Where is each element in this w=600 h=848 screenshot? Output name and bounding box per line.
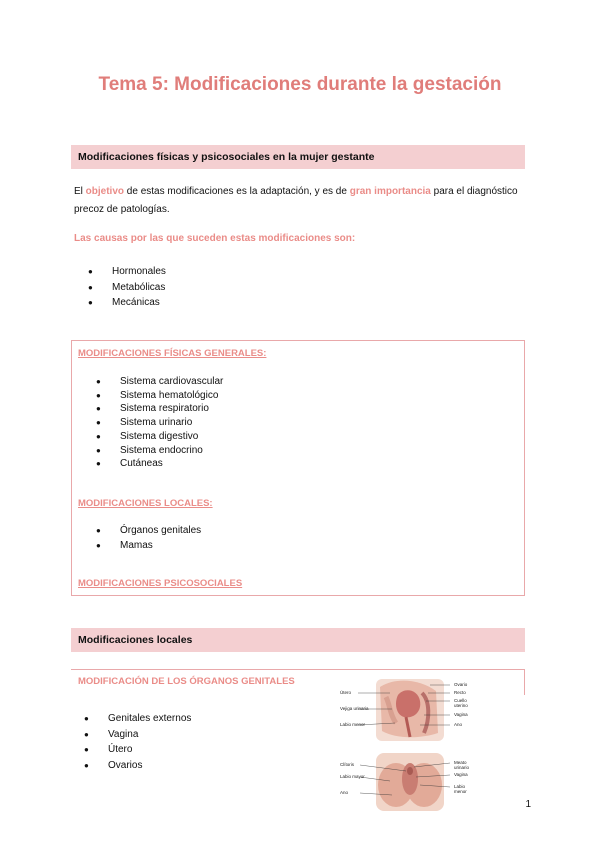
intro-text-2: de estas modificaciones es la adaptación, y es de — [124, 186, 350, 197]
intro-highlight-importancia: gran importancia — [349, 186, 431, 197]
list-item: ● Cutáneas — [96, 457, 223, 471]
page-number: 1 — [525, 799, 531, 810]
intro-text-3: para el diagnóstico — [430, 186, 518, 197]
figure-label: Ano — [454, 722, 463, 727]
list-item: ● Sistema digestivo — [96, 430, 223, 444]
intro-paragraph — [74, 183, 524, 219]
list-item: ● Sistema urinario — [96, 416, 223, 430]
figure-label: Ovario — [454, 682, 468, 687]
figure-label: Labio menor — [340, 722, 366, 727]
local-modifications-heading: MODIFICACIONES LOCALES: — [78, 498, 213, 509]
general-modifications-heading: MODIFICACIONES FÍSICAS GENERALES: — [78, 348, 267, 359]
genital-organs-list — [84, 711, 191, 773]
figure-label: Clítoris — [340, 762, 355, 767]
figure-label: Útero — [340, 690, 352, 695]
list-item: ● Útero — [84, 742, 191, 758]
list-item: ● Ovarios — [84, 758, 191, 774]
list-item: ● Genitales externos — [84, 711, 191, 727]
list-item: ● Mamas — [96, 539, 201, 554]
figure-label: Vagina — [454, 712, 468, 717]
figure-label: Meato urinario — [454, 760, 470, 770]
local-modifications-list — [96, 524, 201, 553]
list-item: ● Hormonales — [88, 264, 166, 280]
causes-heading: Las causas por las que suceden estas modificaciones son: — [74, 233, 356, 244]
figure-label: Vejiga urinaria — [340, 706, 369, 711]
figure-label: Recto — [454, 690, 466, 695]
figure-label: Labio menor — [454, 784, 467, 794]
list-item: ● Sistema hematológico — [96, 389, 223, 403]
figure-label: Ano — [340, 790, 349, 795]
intro-text-4: precoz de patologías. — [74, 204, 170, 215]
list-item: ● Vagina — [84, 727, 191, 743]
section-header-local-modifications: Modificaciones locales — [71, 628, 525, 652]
psychosocial-modifications-heading: MODIFICACIONES PSICOSOCIALES — [78, 578, 243, 589]
figure-label: Vagina — [454, 772, 468, 777]
figure-label: Labio mayor — [340, 774, 365, 779]
list-item: ● Órganos genitales — [96, 524, 201, 539]
list-item: ● Sistema cardiovascular — [96, 375, 223, 389]
genital-anatomy-figure — [340, 673, 475, 815]
causes-list — [88, 264, 166, 311]
list-item: ● Sistema endocrino — [96, 444, 223, 458]
genital-modifications-heading: MODIFICACIÓN DE LOS ÓRGANOS GENITALES — [78, 676, 295, 687]
list-item: ● Sistema respiratorio — [96, 402, 223, 416]
intro-text-1: El — [74, 186, 86, 197]
page-title: Tema 5: Modificaciones durante la gestación — [98, 74, 502, 95]
list-item: ● Mecánicas — [88, 295, 166, 311]
intro-highlight-objetivo: objetivo — [85, 186, 125, 197]
figure-label: Cuello uterino — [454, 698, 468, 708]
section-header-physical-psychosocial: Modificaciones físicas y psicosociales en la mujer gestante — [71, 145, 525, 169]
list-item: ● Metabólicas — [88, 280, 166, 296]
general-modifications-list — [96, 375, 223, 471]
